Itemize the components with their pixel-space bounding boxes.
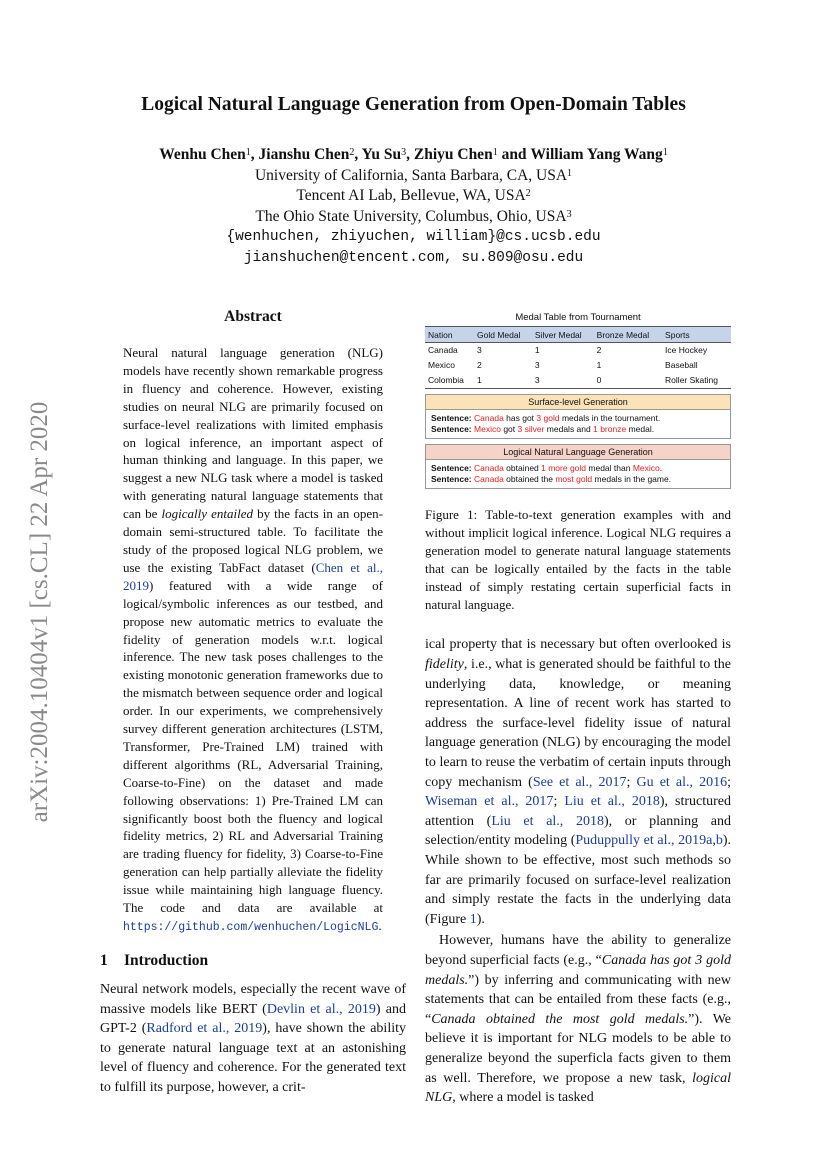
figure-caption: Figure 1: Table-to-text generation examples with and without implicit logical inference. Logical NLG requires a generation model to generate natural language statements that can be logically entailed by the facts in the table instead of simply restating certain superficial facts in natural language. xyxy=(425,507,731,612)
citation-link[interactable]: Radford et al., 2019 xyxy=(146,1021,263,1037)
column-header: Gold Medal xyxy=(474,327,532,343)
abstract-heading: Abstract xyxy=(224,308,282,325)
table-cell: 3 xyxy=(534,360,540,370)
table-cell: Canada xyxy=(428,345,458,355)
table-cell: 3 xyxy=(477,345,482,355)
email-line-1: {wenhuchen, zhiyuchen, william}@cs.ucsb.edu xyxy=(226,229,601,245)
paper-title: Logical Natural Language Generation from Open-Domain Tables xyxy=(141,94,686,115)
table-cell: Baseball xyxy=(665,360,698,370)
arxiv-identifier: arXiv:2004.10404v1 [cs.CL] 22 Apr 2020 xyxy=(26,401,53,823)
table-cell: 1 xyxy=(534,345,540,355)
logical-generation-box xyxy=(425,444,731,489)
citation-link[interactable]: Devlin et al., 2019 xyxy=(266,1001,376,1017)
author-line: Wenhu Chen$^1$, Jianshu Chen$^2$, Yu Su$^3$, Zhiyu Chen$^1$ and William Yang Wang$^1$ xyxy=(159,146,668,163)
email-line-2: jianshuchen@tencent.com, su.809@osu.edu xyxy=(243,249,584,266)
logical-sentence-2: Sentence: Canada obtained the most gold medals in the game. xyxy=(431,474,672,484)
affiliation-mark: 1 xyxy=(662,147,668,158)
body-paragraph: However, humans have the ability to generalize beyond superficial facts (e.g., “Canada has got 3 gold medals.”) by inferring and communicating with new statements that can be entailed from these facts (e.g., “Canada obtained the most gold medals.”). We believe it is important for NLG models to be able to generalize beyond the superficla facts given to them as well. Therefore, we propose a new task, logical NLG, where a model is tasked xyxy=(425,933,732,1106)
column-header: Nation xyxy=(425,327,474,343)
table-cell: Colombia xyxy=(425,373,474,389)
section-number: 1 xyxy=(100,951,108,969)
author-name: William Yang Wang xyxy=(530,146,663,163)
table-cell: 2 xyxy=(596,345,602,355)
table-cell: 1 xyxy=(596,360,602,370)
surface-generation-heading: Surface-level Generation xyxy=(426,395,730,410)
affiliation-mark: 3 xyxy=(401,147,407,158)
author-conjunction: and xyxy=(501,146,527,163)
left-column xyxy=(100,308,406,1097)
figure-table-title: Medal Table from Tournament xyxy=(515,312,641,323)
affiliation-1: University of California, Santa Barbara, CA, USA$^1$ xyxy=(254,166,573,184)
citation-link[interactable]: Chen et al., 2019 xyxy=(123,559,383,593)
figure-reference-link[interactable]: 1 xyxy=(469,911,477,927)
surface-generation-box xyxy=(425,394,731,439)
table-header-row xyxy=(425,327,731,343)
citation-link[interactable]: See et al., 2017 xyxy=(532,774,627,790)
table-cell: 1 xyxy=(474,373,532,389)
author-block xyxy=(0,145,827,268)
introduction-paragraph: Neural network models, especially the recent wave of massive models like BERT (Devlin et al., 2019) and GPT-2 (Radford et al., 2019), have shown the ability to generate natural language text at an astonishing level of fluency and coherence. For the generated text to fulfill its purpose, however, a crit- xyxy=(100,981,406,1095)
abstract-text: Neural natural language generation (NLG) models have recently shown remarkable progress in fluency and coherence. However, existing studies on neural NLG are primarily focused on surface-level realizations with limited emphasis on logical inference, an important aspect of human thinking and language. In this paper, we suggest a new NLG task where a model is tasked with generating natural language statements that can be logically entailed by the facts in an open-domain semi-structured table. To facilitate the study of the proposed logical NLG problem, we use the existing TabFact dataset (Chen et al., 2019) featured with a wide range of logical/symbolic inferences as our testbed, and propose new automatic metrics to evaluate the fidelity of generation models w.r.t. logical inference. The new task poses challenges to the existing monotonic generation frameworks due to the mismatch between sequence order and logical order. In our experiments, we comprehensively survey different generation architectures (LSTM, Transformer, Pre-Trained LM) trained with different algorithms (RL, Adversarial Training, Coarse-to-Fine) on the dataset and made following observations: 1) Pre-Trained LM can significantly boost both the fluency and logical fidelity metrics, 2) RL and Adversarial Training are trading fluency for fidelity, 3) Coarse-to-Fine generation can help partially alleviate the fidelity issue while maintaining high language fluency. The code and data are available at https://github.com/wenhuchen/LogicNLG. xyxy=(123,345,383,934)
logical-sentence-1: Sentence: Canada obtained 1 more gold medal than Mexico. xyxy=(431,463,663,473)
code-url-link[interactable]: https://github.com/wenhuchen/LogicNLG xyxy=(123,921,379,934)
affiliation-2: Tencent AI Lab, Bellevue, WA, USA$^2$ xyxy=(296,187,531,204)
body-paragraph: ical property that is necessary but often overlooked is fidelity, i.e., what is generated should be faithful to the underlying data, knowledge, or meaning representation. A line of recent work has started to address the surface-level fidelity issue of natural language generation (NLG) by encouraging the model to learn to reuse the verbatim of certain inputs through copy mechanism (See et al., 2017; Gu et al., 2016; Wiseman et al., 2017; Liu et al., 2018), structured attention (Liu et al., 2018), or planning and selection/entity modeling (Puduppully et al., 2019a,b). While shown to be effective, most such methods so far are primarily focused on surface-level realization and simply restate the facts in the underlying data (Figure 1). xyxy=(425,637,732,927)
author-name: Yu Su xyxy=(361,146,402,163)
citation-link[interactable]: Gu et al., 2016 xyxy=(636,774,728,790)
citation-link[interactable]: Puduppully et al., 2019a xyxy=(575,833,713,849)
affiliation-3: The Ohio State University, Columbus, Ohio, USA$^3$ xyxy=(255,207,572,225)
table-cell: Roller Skating xyxy=(662,373,731,389)
affiliation-mark: 1 xyxy=(492,147,498,158)
logical-generation-heading: Logical Natural Language Generation xyxy=(426,445,730,460)
table-row xyxy=(425,373,731,389)
table-row xyxy=(425,343,731,359)
table-cell: 2 xyxy=(477,360,482,370)
column-header: Silver Medal xyxy=(532,327,594,343)
introduction-heading: 1 Introduction xyxy=(100,951,209,969)
author-name: Wenhu Chen xyxy=(159,146,246,163)
citation-link[interactable]: Liu et al., 2018 xyxy=(491,813,604,829)
citation-link[interactable]: Liu et al., 2018 xyxy=(564,794,660,810)
citation-link[interactable]: b xyxy=(715,833,723,849)
citation-link[interactable]: Wiseman et al., 2017 xyxy=(425,794,554,810)
column-header: Bronze Medal xyxy=(594,327,662,343)
table-cell: 0 xyxy=(594,373,662,389)
medal-table xyxy=(425,326,731,389)
table-cell: Mexico xyxy=(428,360,455,370)
table-cell: 3 xyxy=(532,373,594,389)
affiliation-mark: 1 xyxy=(245,147,251,158)
column-header: Sports xyxy=(662,327,731,343)
author-name: Jianshu Chen xyxy=(258,146,350,163)
emphasis: logically entailed xyxy=(161,506,253,522)
table-cell: Ice Hockey xyxy=(665,345,708,355)
affiliation-mark: 2 xyxy=(349,147,355,158)
surface-sentence-2: Sentence: Mexico got 3 silver medals and 1 bronze medal. xyxy=(431,424,655,434)
table-row xyxy=(425,358,731,373)
figure-1 xyxy=(425,312,731,489)
author-name: Zhiyu Chen xyxy=(413,146,493,163)
surface-sentence-1: Sentence: Canada has got 3 gold medals in the tournament. xyxy=(431,413,661,423)
right-column xyxy=(425,312,731,1108)
